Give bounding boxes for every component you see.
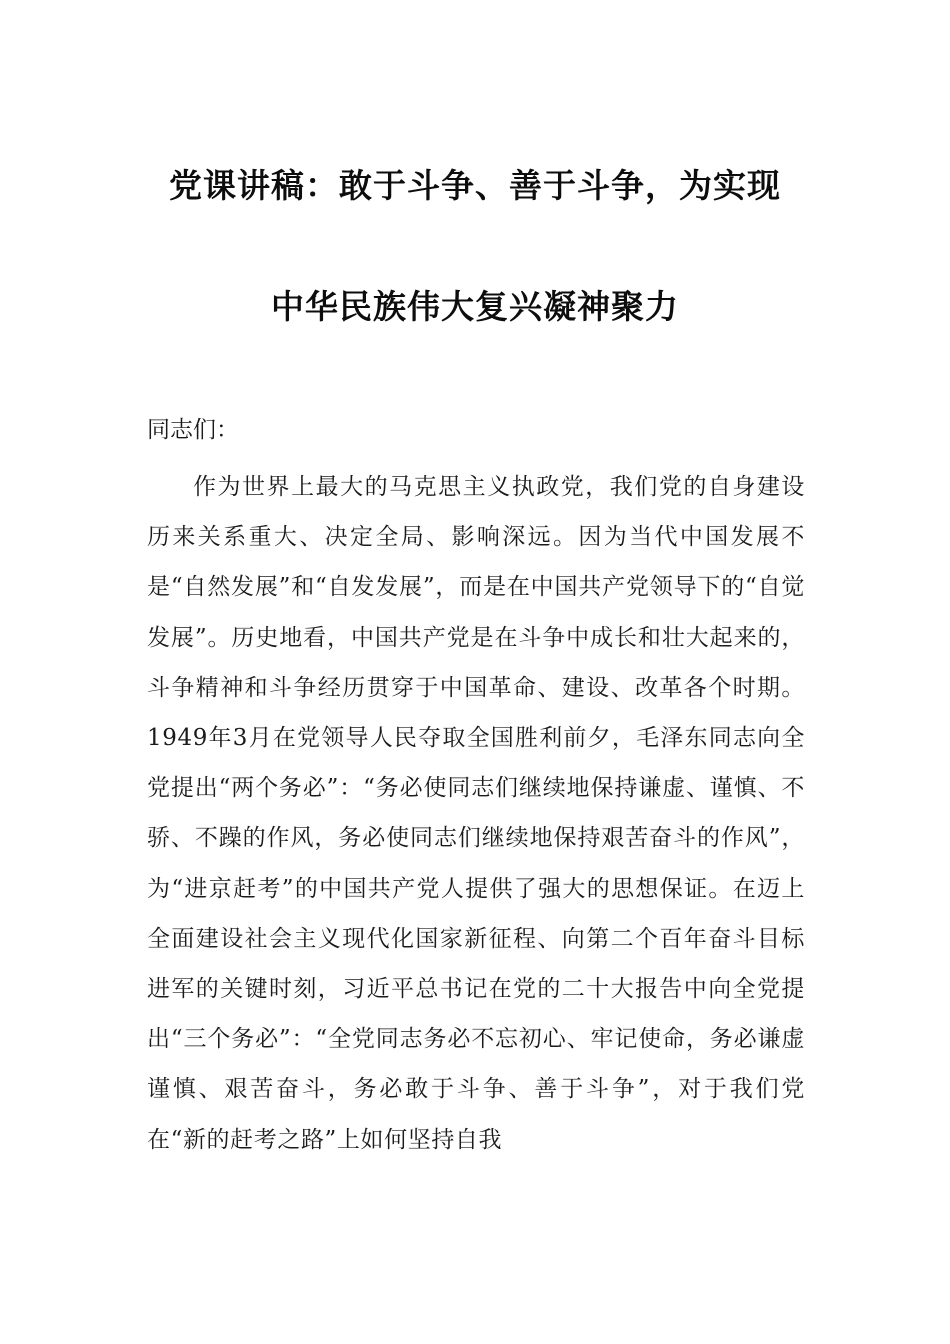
salutation: 同志们： [147,417,239,443]
document-title-line-2: 中华民族伟大复兴凝神聚力 [271,287,679,326]
body-paragraph: 作为世界上最大的马克思主义执政党，我们党的自身建设历来关系重大、决定全局、影响深远。因为当代中国发展不是“自然发展”和“自发发展”，而是在中国共产党领导下的“自觉发展”。历史地看，中国共产党是在斗争中成长和壮大起来的，斗争精神和斗争经历贯穿于中国革命、建设、改革各个时期。1949年3月在党领导人民夺取全国胜利前夕，毛泽东同志向全党提出“两个务必”：“务必使同志们继续地保持谦虚、谨慎、不骄、不躁的作风，务必使同志们继续地保持艰苦奋斗的作风”，为“进京赶考”的中国共产党人提供了强大的思想保证。在迈上全面建设社会主义现代化国家新征程、向第二个百年奋斗目标进军的关键时刻，习近平总书记在党的二十大报告中向全党提出“三个务必”：“全党同志务必不忘初心、牢记使命，务必谦虚谨慎、艰苦奋斗，务必敢于斗争、善于斗争”，对于我们党在“新的赶考之路”上如何坚持自我 [147,474,805,1153]
document-title-line-1: 党课讲稿：敢于斗争、善于斗争，为实现 [169,166,781,205]
